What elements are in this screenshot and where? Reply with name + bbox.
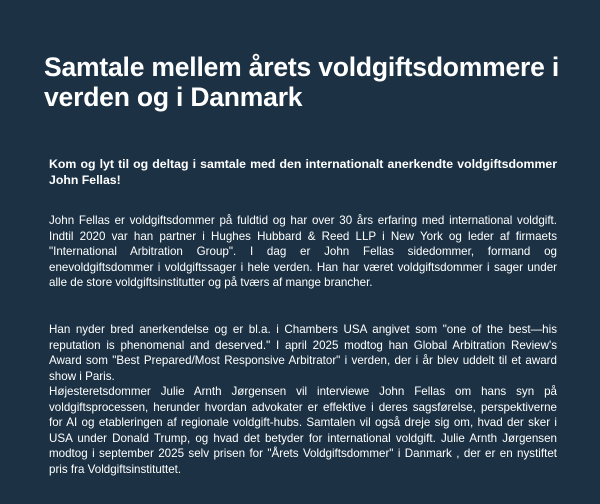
body-paragraph-2: Han nyder bred anerkendelse og er bl.a. i Chambers USA angivet som "one of the best—his reputation is phenomenal and deserved." I april 2025 modtog han Global Arbitration Review's Award som "Best Prepared/Most Responsive Arbitrator" i verden, der i år blev uddelt til et award show i Paris.: [49, 323, 557, 383]
lead-paragraph: Kom og lyt til og deltag i samtale med den internationalt anerkendte voldgiftsdommer John Fellas!: [49, 157, 557, 187]
body-paragraph-3: Højesteretsdommer Julie Arnth Jørgensen vil interviewe John Fellas om hans syn på voldgiftsprocessen, herunder hvordan advokater er effektive i deres sagsførelse, perspektiverne for AI og etableringen af regionale voldgift-hubs. Samtalen vil også dreje sig om, hvad der sker i USA under Donald Trump, og hvad det betyder for international voldgift. Julie Arnth Jørgensen modtog i september 2025 selv prisen for "Årets Voldgiftsdommer" i Danmark , der er en nystiftet pris fra Voldgiftsinstituttet.: [49, 385, 557, 476]
page-title: Samtale mellem årets voldgiftsdommere i verden og i Danmark: [44, 52, 560, 112]
body-paragraph-1: John Fellas er voldgiftsdommer på fuldtid og har over 30 års erfaring med international voldgift. Indtil 2020 var han partner i Hughes Hubbard & Reed LLP i New York og leder af firmaets "International Arbitration Group". I dag er John Fellas sidedommer, formand og enevoldgiftsdommer i voldgiftssager i hele verden. Han har været voldgiftsdommer i sager under alle de store voldgiftsinstitutter og på tværs af mange brancher.: [49, 214, 557, 290]
